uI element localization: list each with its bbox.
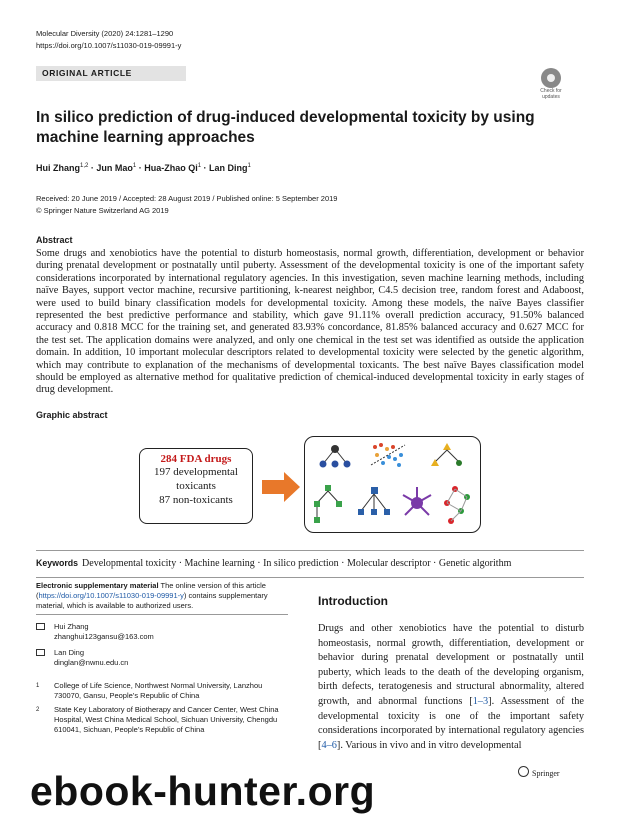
check-updates-label-1: Check for (540, 88, 562, 94)
contact-name: Lan Ding (54, 648, 85, 657)
author-name[interactable]: Hui Zhang (36, 163, 80, 173)
svm-scatter-icon (371, 443, 405, 467)
citation-link[interactable]: 4–6 (321, 739, 337, 751)
article-type-banner: ORIGINAL ARTICLE (36, 66, 186, 81)
author-name[interactable]: Lan Ding (209, 163, 248, 173)
ml-models-panel (304, 436, 481, 533)
author-list (36, 163, 251, 173)
keywords (36, 558, 584, 569)
affiliation-number: 1 (36, 683, 40, 689)
fda-drugs-label: 284 FDA drugs (160, 453, 232, 465)
publisher-logo (518, 766, 560, 778)
abstract-heading: Abstract (36, 235, 73, 245)
ml-models-illustration (305, 437, 480, 532)
author-separator: · (88, 163, 97, 173)
author-name[interactable]: Jun Mao (96, 163, 133, 173)
affiliation (36, 681, 286, 701)
affiliation-text: College of Life Science, Northwest Normal University, Lanzhou 730070, Gansu, People’s Republic of China (54, 681, 263, 700)
author-separator: · (136, 163, 145, 173)
author-name[interactable]: Hua-Zhao Qi (144, 163, 198, 173)
esm-text-before: The online version of this article ( (36, 581, 266, 600)
random-forest-icon (314, 485, 342, 523)
citation-link[interactable]: 1–3 (472, 695, 489, 707)
author-separator: · (201, 163, 210, 173)
toxicants-count: 197 developmental (153, 466, 238, 478)
watermark: ebook-hunter.org (30, 768, 376, 814)
decision-tree-icon (320, 445, 351, 468)
copyright-notice: © Springer Nature Switzerland AG 2019 (36, 206, 169, 215)
divider (36, 550, 584, 551)
esm-label: Electronic supplementary material (36, 581, 159, 590)
intro-text: ]. Assessment of the developmental toxicity is one of the important safety considerations incorporated by international regulatory agencies [ (318, 695, 584, 751)
check-for-updates-badge[interactable] (536, 68, 566, 104)
doi-link[interactable]: https://doi.org/10.1007/s11030-019-09991-y (36, 41, 182, 50)
divider (36, 577, 584, 578)
recursive-partition-tree-icon (431, 443, 462, 466)
author-affiliation-sup: 1 (247, 163, 251, 169)
contact-name: Hui Zhang (54, 622, 89, 631)
flow-arrow-icon (262, 472, 302, 502)
introduction-heading: Introduction (318, 594, 388, 608)
intro-text: Drugs and other xenobiotics have the potential to disturb homeostasis, normal growth, differentiation, development or behavior during prenatal development or postnatally until puberty, which leads to the death of the developing organism, birth defects, teratogenesis and structural abnormality, altered growth, and abnormal functions [ (318, 623, 584, 707)
introduction-body (318, 622, 584, 753)
author-affiliation-sup: 1 (132, 163, 137, 169)
journal-citation: Molecular Diversity (2020) 24:1281–1290 (36, 29, 174, 38)
esm-text-after: ) contains supplementary material, which is available to authorized users. (36, 591, 268, 610)
author-affiliation-sup: 1,2 (80, 163, 89, 169)
naive-bayes-star-icon (403, 487, 431, 515)
intro-text: ]. Various in vivo and in vitro developmental (336, 739, 522, 751)
graphic-abstract-heading: Graphic abstract (36, 410, 108, 420)
envelope-icon (36, 649, 45, 656)
affiliation-number: 2 (36, 707, 40, 713)
keywords-label: Keywords (36, 558, 79, 568)
drug-dataset-box (139, 448, 253, 524)
check-updates-label-2: updates (542, 94, 560, 100)
toxicants-label: toxicants (176, 480, 216, 492)
keywords-text: Developmental toxicity · Machine learning · In silico prediction · Molecular descriptor · Genetic algorithm (82, 558, 512, 569)
contact-email[interactable]: dinglan@nwnu.edu.cn (54, 658, 129, 667)
esm-link[interactable]: https://doi.org/10.1007/s11030-019-09991-y (38, 591, 184, 600)
envelope-icon (36, 623, 45, 630)
springer-horse-icon (518, 766, 529, 777)
non-toxicants-count: 87 non-toxicants (159, 494, 233, 506)
contact-email[interactable]: zhanghui123gansu@163.com (54, 632, 154, 641)
author-affiliation-sup: 1 (197, 163, 202, 169)
check-updates-icon (541, 68, 561, 88)
corresponding-author (36, 648, 286, 668)
knn-hierarchy-icon (358, 487, 390, 515)
abstract-body: Some drugs and xenobiotics have the potential to disturb homeostasis, normal growth, differentiation, development or behavior during prenatal development or postnatally until puberty. Assessment of the developmental toxicity is one of the important safety considerations incorporated by international regulatory agencies. In this investigation, seven machine learning methods, including naïve Bayes, support vector machine, recursive partitioning, k-nearest neighbor, C4.5 decision tree, random forest and Adaboost, were used to build binary classification models for developmental toxicity. Among these models, the naïve Bayes classifier represented the best predictive performance and stability, which gave 91.11% overall prediction accuracy, 91.50% balanced accuracy and 0.818 MCC for the training set, and generated 83.93% concordance, 81.85% balanced accuracy and 0.627 MCC for the test set. The application domains were analyzed, and only one chemical in the test set was identified as outside the application domain. In addition, 10 important molecular descriptors related to developmental toxicity were selected by the genetic algorithm, which may contribute to explanation of the mechanisms of developmental toxicants. The best naïve Bayes classification model should be employed as alternative method for qualitative prediction of chemical-induced developmental toxicity in early stages of drug development. (36, 248, 584, 396)
adaboost-network-icon (444, 486, 470, 524)
divider (36, 614, 288, 615)
affiliation-text: State Key Laboratory of Biotherapy and Cancer Center, West China Hospital, West China Medical School, Sichuan University, Chengdu 610041, Sichuan, People’s Republic of China (54, 705, 279, 734)
publisher-name: Springer (532, 769, 560, 778)
corresponding-author (36, 622, 286, 642)
article-title: In silico prediction of drug-induced developmental toxicity by using machine learning approaches (36, 109, 535, 146)
supplementary-material-note (36, 581, 288, 611)
received-dates: Received: 20 June 2019 / Accepted: 28 August 2019 / Published online: 5 September 2019 (36, 194, 338, 203)
affiliation (36, 705, 286, 735)
